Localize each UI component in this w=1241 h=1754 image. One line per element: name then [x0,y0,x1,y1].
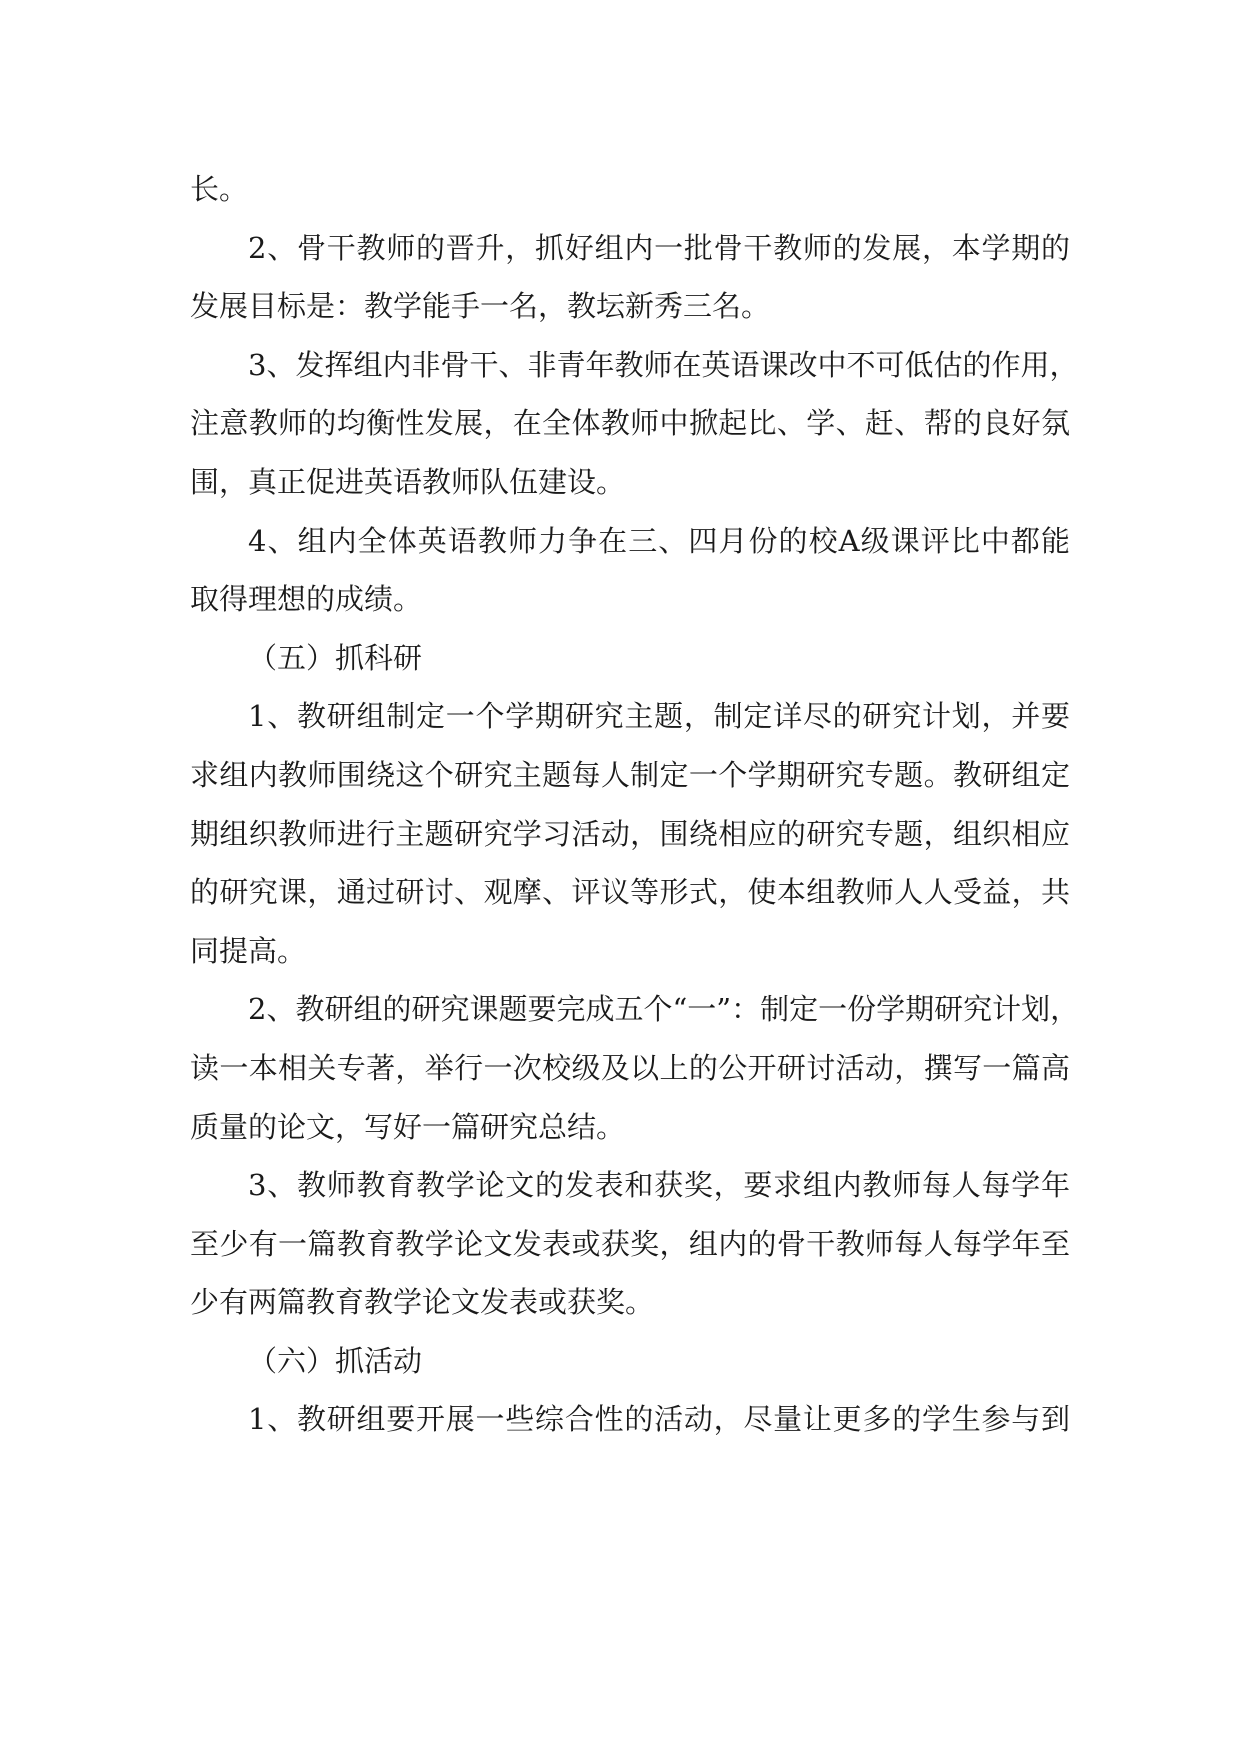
text-line: 1、教研组要开展一些综合性的活动，尽量让更多的学生参与到 [248,1402,1070,1437]
text-line: 2、教研组的研究课题要完成五个“一”：制定一份学期研究计划， [248,992,1080,1027]
text-line: 求组内教师围绕这个研究主题每人制定一个学期研究专题。教研组定 [190,757,1070,792]
text-line: 发展目标是：教学能手一名，教坛新秀三名。 [190,289,771,324]
text-line: 2、骨干教师的晋升，抓好组内一批骨干教师的发展，本学期的 [248,230,1070,265]
text-line: 少有两篇教育教学论文发表或获奖。 [190,1285,655,1320]
text-line: 3、发挥组内非骨干、非青年教师在英语课改中不可低估的作用， [248,347,1079,382]
text-line: 同提高。 [190,933,307,968]
text-line: 质量的论文，写好一篇研究总结。 [190,1109,626,1144]
text-line: 至少有一篇教育教学论文发表或获奖，组内的骨干教师每人每学年至 [190,1226,1070,1261]
text-line: 4、组内全体英语教师力争在三、四月份的校A级课评比中都能 [248,523,1070,558]
text-line: 注意教师的均衡性发展，在全体教师中掀起比、学、赶、帮的良好氛 [190,406,1070,441]
section-heading: （五）抓科研 [248,640,423,675]
text-line: 长。 [190,172,249,206]
text-line: 取得理想的成绩。 [190,582,423,617]
text-line: 3、教师教育教学论文的发表和获奖，要求组内教师每人每学年 [248,1168,1070,1203]
text-line: 期组织教师进行主题研究学习活动，围绕相应的研究专题，组织相应 [190,816,1070,851]
text-line: 读一本相关专著，举行一次校级及以上的公开研讨活动，撰写一篇高 [190,1050,1070,1085]
document-body [190,160,1080,1449]
text-line: 1、教研组制定一个学期研究主题，制定详尽的研究计划，并要 [248,699,1070,734]
text-line: 围，真正促进英语教师队伍建设。 [190,464,626,499]
section-heading: （六）抓活动 [248,1343,423,1378]
text-line: 的研究课，通过研讨、观摩、评议等形式，使本组教师人人受益，共 [190,875,1070,910]
